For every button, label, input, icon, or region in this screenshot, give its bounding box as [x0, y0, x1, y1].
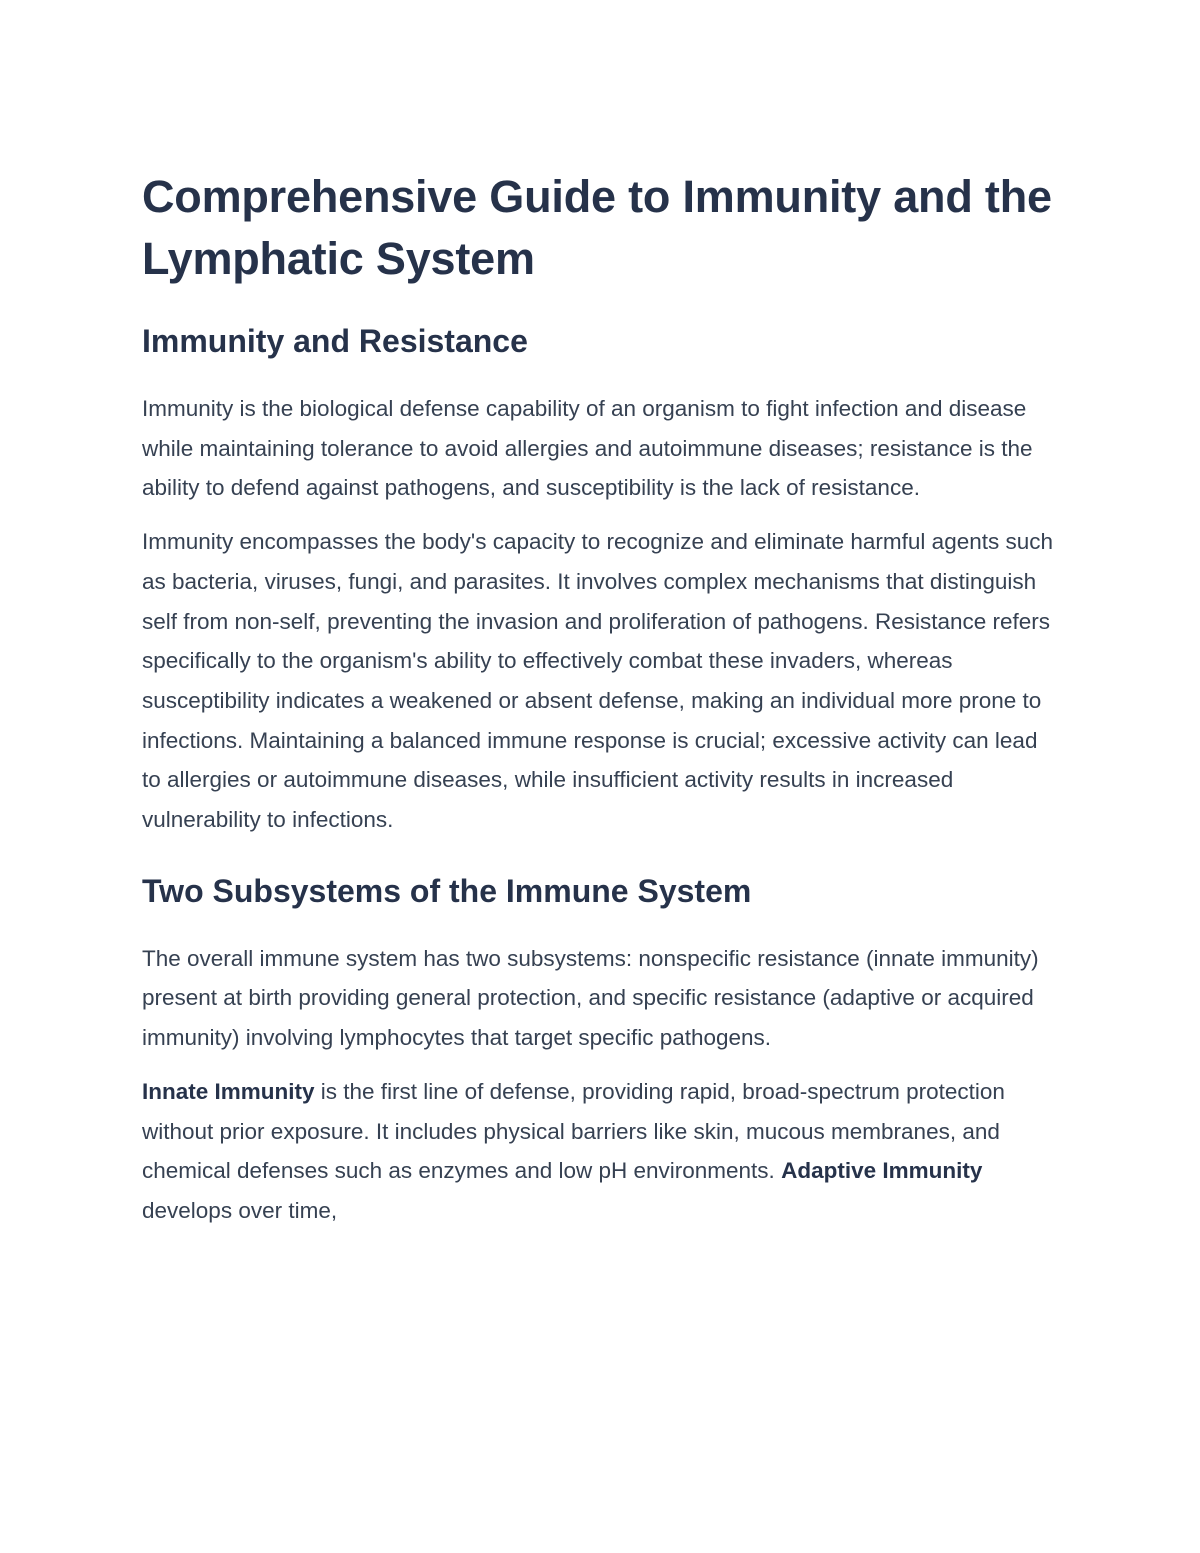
paragraph-text: is the first line of defense, providing rapid, broad-spectrum protection without prior exposure. It includes physical barriers like skin, mucous membranes, and chemical defenses such as enzymes and low pH environments.	[142, 1078, 1005, 1184]
bold-term-adaptive-immunity: Adaptive Immunity	[781, 1158, 983, 1184]
paragraph-text: develops over time,	[142, 1197, 338, 1223]
paragraph: Immunity encompasses the body's capacity to recognize and eliminate harmful agents such as bacteria, viruses, fungi, and parasites. It involves complex mechanisms that distinguish self from non-self, preventing the invasion and proliferation of pathogens. Resistance refers specifically to the organism's ability to effectively combat these invaders, whereas susceptibility indicates a weakened or absent defense, making an individual more prone to infections. Maintaining a balanced immune response is crucial; excessive activity can lead to allergies or autoimmune diseases, while insufficient activity results in increased vulnerability to infections.	[142, 529, 1054, 833]
paragraph: The overall immune system has two subsystems: nonspecific resistance (innate immunity) present at birth providing general protection, and specific resistance (adaptive or acquired immunity) involving lymphocytes that target specific pathogens.	[142, 945, 1039, 1051]
bold-term-innate-immunity: Innate Immunity	[142, 1078, 315, 1104]
page-title: Comprehensive Guide to Immunity and the Lymphatic System	[142, 171, 1052, 284]
document-page	[142, 166, 1062, 1231]
paragraph-innate-adaptive	[142, 1072, 1062, 1231]
section-heading-immunity-resistance: Immunity and Resistance	[142, 323, 528, 359]
section-heading-two-subsystems: Two Subsystems of the Immune System	[142, 872, 752, 909]
paragraph: Immunity is the biological defense capability of an organism to fight infection and disease while maintaining tolerance to avoid allergies and autoimmune diseases; resistance is the ability to defend against pathogens, and susceptibility is the lack of resistance.	[142, 396, 1033, 501]
